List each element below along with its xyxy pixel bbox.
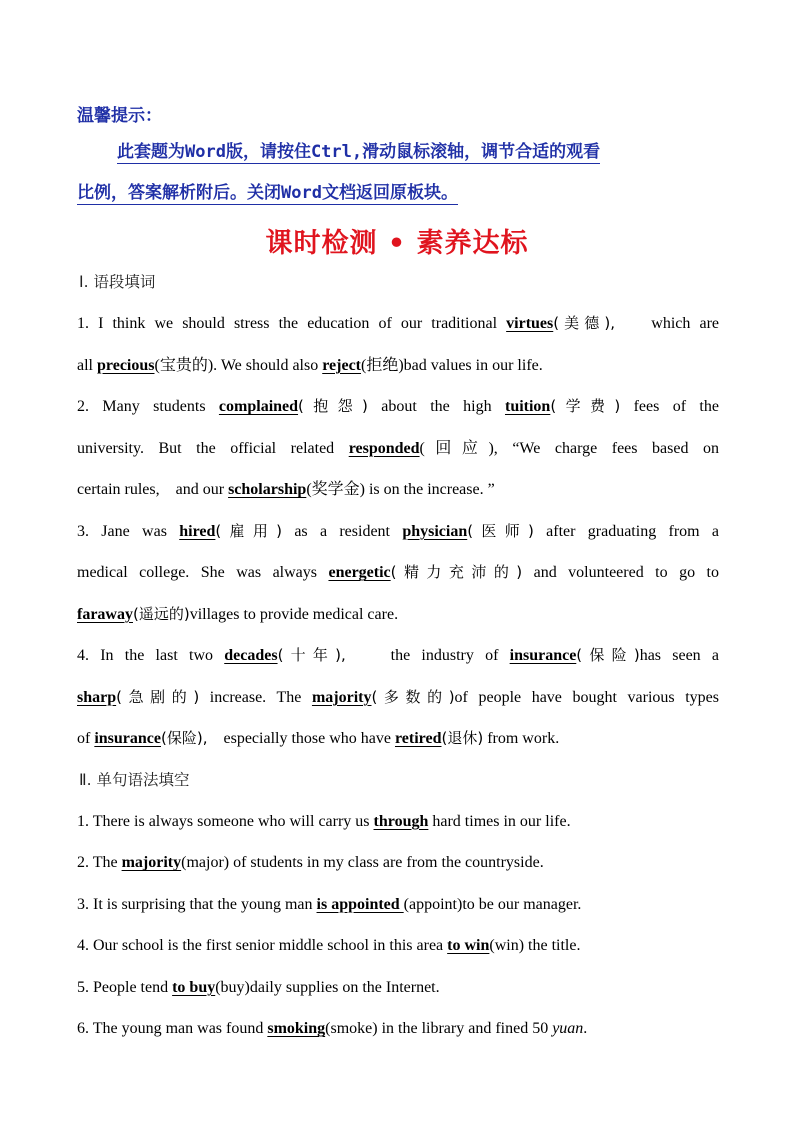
text: all: [77, 356, 97, 374]
text: hard times in our life.: [428, 812, 571, 830]
question-line: [77, 967, 719, 1009]
text: (win) the title.: [489, 937, 581, 954]
hint: (雇用): [215, 521, 283, 540]
question-line: [77, 1008, 719, 1050]
text: certain rules,: [77, 481, 160, 498]
section-numeral: Ⅰ: [79, 274, 84, 291]
text: fees of the: [620, 398, 719, 415]
answer-word: faraway: [77, 605, 133, 623]
answer-word: sharp: [77, 688, 117, 706]
text: (appoint)to be our manager.: [403, 895, 582, 913]
text: of people have bought various types: [454, 688, 719, 706]
text: and our: [175, 481, 229, 498]
answer-word: to buy: [172, 978, 216, 996]
section-numeral: Ⅱ: [79, 771, 87, 789]
currency-word: yuan: [552, 1020, 584, 1037]
paragraph-line: [77, 428, 719, 470]
text: .: [583, 1020, 588, 1037]
exercise-content: [77, 262, 719, 1050]
text: about the high: [367, 398, 505, 415]
text: 2. The: [77, 854, 122, 871]
text: 2. Many students: [77, 398, 219, 415]
paragraph-line: [77, 552, 719, 594]
answer-word: scholarship: [228, 481, 307, 498]
answer-word: complained: [218, 398, 299, 415]
answer-word: virtues: [506, 315, 554, 332]
question-line: [77, 801, 719, 843]
hint: (退休): [441, 729, 484, 747]
hint: (多数的): [371, 687, 455, 706]
text: and volunteered to go to: [522, 564, 719, 581]
question-line: [77, 842, 719, 884]
answer-word: physician: [402, 522, 468, 540]
text: 4. In the last two: [77, 647, 225, 664]
text: (宝贵的). We should also: [154, 356, 323, 374]
text: (smoke) in the library and fined 50: [325, 1020, 553, 1037]
answer-word: tuition: [504, 398, 551, 415]
answer-word: reject: [322, 356, 362, 374]
text: especially those who have: [223, 730, 395, 747]
text: (major) of students in my class are from the countryside.: [181, 854, 544, 871]
text: university. But the official related: [77, 439, 349, 457]
text: 3. Jane was: [77, 522, 180, 540]
answer-word: insurance: [94, 730, 161, 747]
hint: (抱怨): [298, 397, 368, 415]
hint: (保险),: [161, 729, 208, 747]
answer-word: through: [373, 812, 429, 830]
hint: (美德),: [553, 314, 615, 332]
answer-word: responded: [348, 439, 420, 457]
answer-word: energetic: [328, 564, 391, 581]
text: (拒绝)bad values in our life.: [361, 356, 543, 374]
hint: (医师): [467, 521, 534, 540]
hint: (急剧的): [116, 687, 200, 706]
text: (回应), “We charge fees based on: [419, 439, 719, 457]
tip-box: [77, 100, 719, 214]
text: 5. People tend: [77, 978, 173, 996]
tip-line-1: 此套题为Word版，请按住Ctrl,滑动鼠标滚轴，调节合适的观看: [117, 142, 601, 162]
text: after graduating from a: [533, 522, 720, 540]
paragraph-line: [77, 677, 719, 719]
paragraph-line: [77, 511, 719, 553]
answer-word: hired: [179, 522, 216, 540]
section-label: . 单句语法填空: [86, 770, 190, 789]
answer-word: majority: [121, 854, 182, 871]
paragraph-line: [77, 718, 719, 760]
text: from work.: [483, 730, 560, 747]
text: has seen a: [639, 647, 719, 664]
question-line: [77, 925, 719, 967]
hint: (保险): [576, 646, 640, 664]
text: of: [77, 730, 95, 747]
answer-word: precious: [97, 356, 155, 374]
text: 4. Our school is the first senior middle school in this area: [77, 937, 448, 954]
section-label: . 语段填词: [83, 273, 156, 291]
text: increase. The: [199, 688, 312, 706]
text: the industry of: [390, 647, 510, 664]
answer-word: is appointed: [316, 895, 404, 913]
answer-word: decades: [224, 647, 278, 664]
text: (奖学金) is on the increase. ”: [306, 481, 495, 498]
text: 6. The young man was found: [77, 1020, 268, 1037]
hint: (学费): [550, 397, 621, 415]
answer-word: retired: [394, 730, 442, 747]
answer-word: to win: [447, 937, 490, 954]
paragraph-line: [77, 469, 719, 511]
answer-word: insurance: [509, 647, 577, 664]
answer-word: smoking: [267, 1020, 326, 1037]
section-heading-2: [77, 760, 719, 801]
paragraph-line: [77, 345, 719, 387]
tip-line-2: 比例，答案解析附后。关闭Word文档返回原板块。: [77, 183, 458, 203]
text: 1. There is always someone who will carry us: [77, 812, 374, 830]
paragraph-line: [77, 594, 719, 636]
question-line: [77, 884, 719, 926]
hint: (遥远的): [132, 604, 190, 623]
answer-word: majority: [311, 688, 372, 706]
paragraph-line: [77, 386, 719, 428]
hint: (十年),: [277, 646, 346, 664]
hint: (精力充沛的): [390, 563, 523, 581]
text: (buy)daily supplies on the Internet.: [215, 978, 440, 996]
section-heading-1: [77, 262, 719, 303]
tip-title: 温馨提示：: [77, 106, 162, 126]
paragraph-line: [77, 635, 719, 677]
paragraph-line: [77, 303, 719, 345]
text: villages to provide medical care.: [189, 605, 399, 623]
page-title: 课时检测 • 素养达标: [265, 228, 529, 259]
tip-body: [77, 132, 719, 214]
text: which are: [651, 315, 720, 332]
text: medical college. She was always: [77, 564, 329, 581]
text: 1. I think we should stress the education of our traditional: [77, 315, 507, 332]
text: as a resident: [282, 522, 403, 540]
text: 3. It is surprising that the young man: [77, 895, 317, 913]
